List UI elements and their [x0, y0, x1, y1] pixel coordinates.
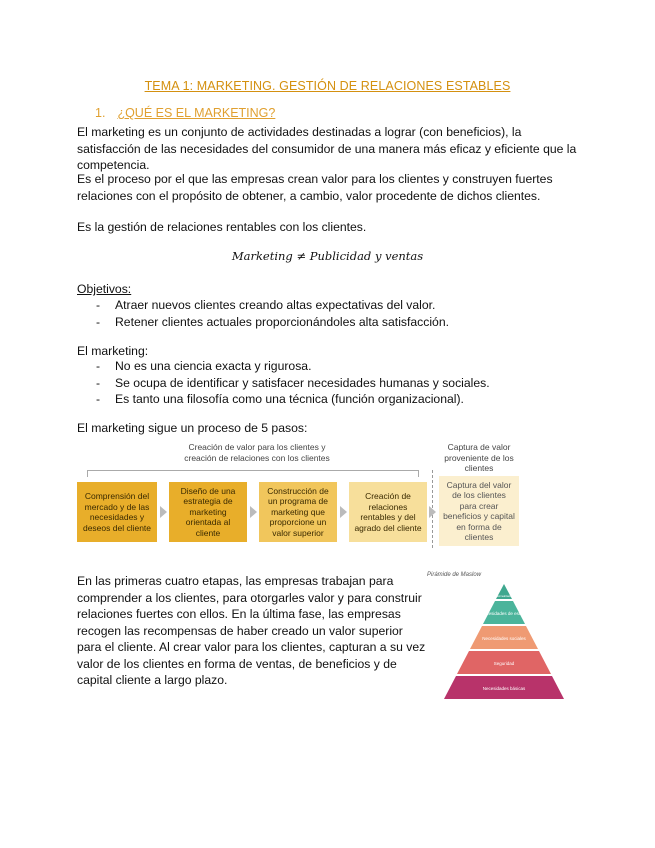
process-diagram [77, 440, 522, 548]
pyramid-label-4: Seguridad [493, 661, 515, 666]
caption-left-bracket [87, 470, 419, 477]
paragraph-management: Es la gestión de relaciones rentables con los clientes. [77, 220, 367, 234]
paragraph-definition: El marketing es un conjunto de actividades destinadas a lograr (con beneficios), la satisfacción de las necesidades del consumidor de una manera más eficaz y eficiente que la competencia. [77, 125, 577, 172]
caption-right: Captura de valor proveniente de los clientes [444, 442, 514, 473]
process-step-1: Comprensión del mercado y de las necesidades y deseos del cliente [77, 482, 157, 542]
objetivos-list [77, 297, 449, 330]
closing-paragraph: En las primeras cuatro etapas, las empresas trabajan para comprender a los clientes, para otorgarles valor y para construir relaciones fuertes con ellos. En la última fase, las empresas recogen las recompensas de haber creado un valor superior para el cliente. Al crear valor para los clientes, capturan a su vez valor de los clientes en forma de ventas, de beneficios y de capital cliente a largo plazo. [77, 574, 426, 687]
list-item: - Atraer nuevos clientes creando altas expectativas del valor. [96, 298, 436, 312]
caption-left: Creación de valor para los clientes y creación de relaciones con los clientes [184, 442, 330, 463]
section-number: 1. [95, 106, 106, 120]
arrow-icon [340, 506, 347, 518]
list-item: - No es una ciencia exacta y rigurosa. [96, 359, 312, 373]
el-marketing-list [77, 358, 490, 408]
list-item: - Retener clientes actuales proporcionándoles alta satisfacción. [96, 314, 449, 329]
section-heading-text: ¿QUÉ ES EL MARKETING? [117, 106, 276, 120]
paragraph-process: Es el proceso por el que las empresas crean valor para los clientes y construyen fuertes relaciones con el propósito de obtener, a cambio, valor procedente de dichos clientes. [77, 172, 553, 203]
pyramid-label-3: Necesidades sociales [482, 636, 526, 641]
process-step-3: Construcción de un programa de marketing que proporcione un valor superior [259, 482, 337, 542]
section-heading [95, 106, 275, 120]
el-marketing-label: El marketing: [77, 344, 149, 358]
process-step-5: Captura del valor de los clientes para crear beneficios y capital en forma de clientes [439, 476, 519, 546]
process-step-4: Creación de relaciones rentables y del agrado del cliente [349, 482, 427, 542]
pyramid-label-1: Autorrealización [495, 595, 513, 598]
document-title: TEMA 1: MARKETING. GESTIÓN DE RELACIONES ESTABLES [144, 79, 511, 93]
pyramid-title: Pirámide de Maslow [427, 572, 482, 578]
list-item: - Es tanto una filosofía como una técnica (función organizacional). [96, 392, 464, 406]
pyramid-figure [424, 570, 574, 700]
pyramid-label-2: Necesidades de estima [480, 611, 528, 616]
objetivos-label: Objetivos: [77, 282, 132, 296]
maslow-pyramid [424, 578, 574, 704]
arrow-icon [160, 506, 167, 518]
arrow-icon [429, 506, 436, 518]
arrow-icon [250, 506, 257, 518]
formula: Marketing ≠ Publicidad y ventas [231, 249, 424, 263]
process-intro: El marketing sigue un proceso de 5 pasos: [77, 421, 308, 435]
list-item: - Se ocupa de identificar y satisfacer necesidades humanas y sociales. [96, 375, 490, 390]
process-step-2: Diseño de una estrategia de marketing orientada al cliente [169, 482, 247, 542]
pyramid-label-5: Necesidades básicas [482, 686, 526, 691]
